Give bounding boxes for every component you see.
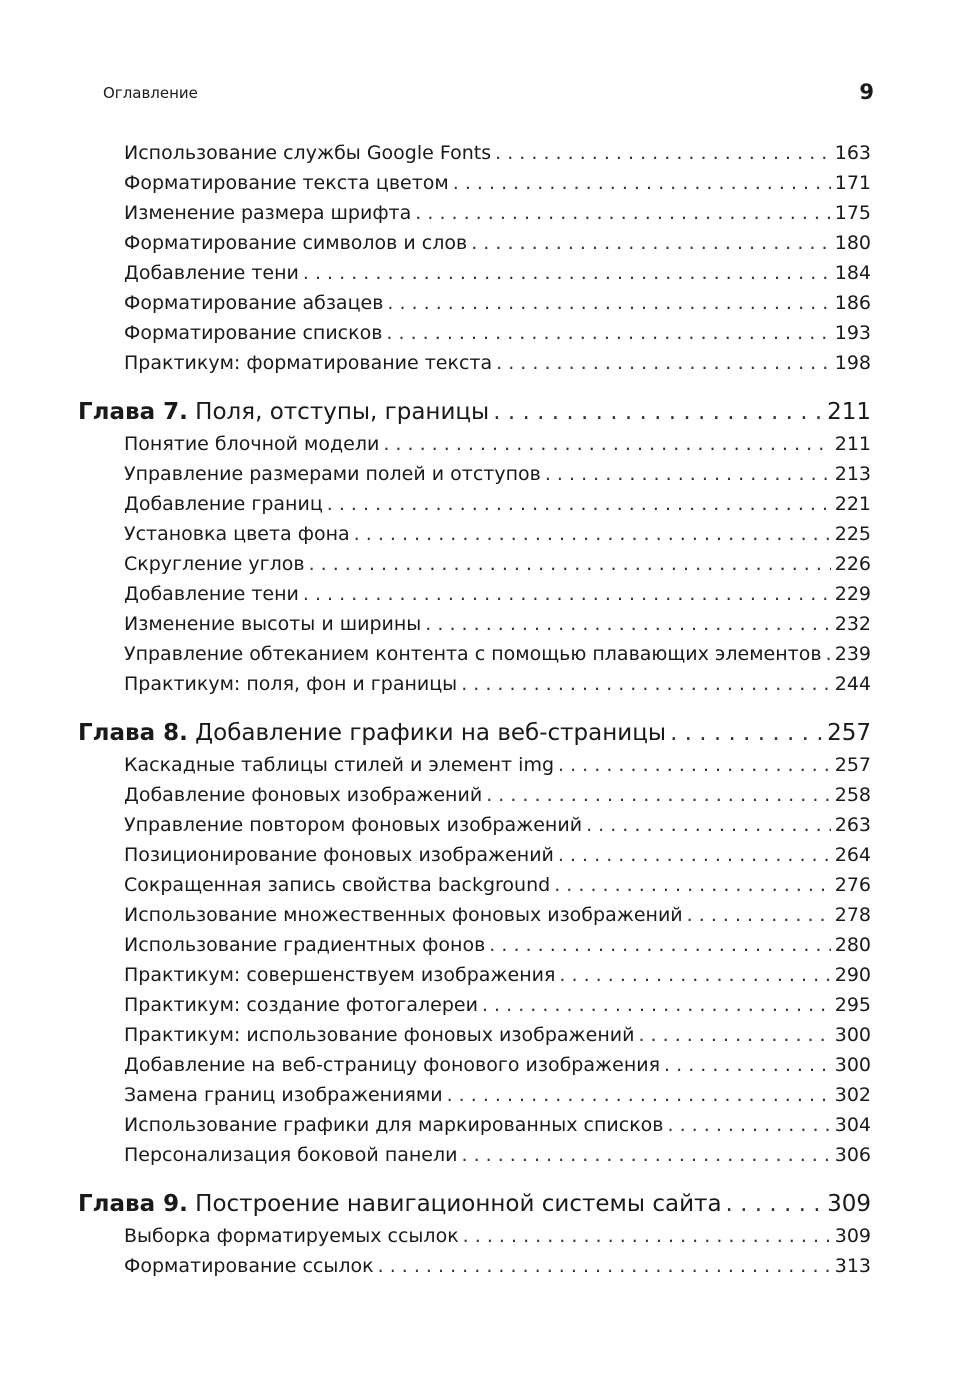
dot-leader <box>687 904 831 926</box>
section-entry <box>124 643 871 665</box>
running-header-title: Оглавление <box>103 84 198 102</box>
dot-leader <box>447 1084 831 1106</box>
dot-leader <box>453 172 831 194</box>
section-entry <box>124 1054 871 1076</box>
page-ref: 302 <box>834 1084 871 1106</box>
dot-leader <box>386 322 830 344</box>
section-entry <box>124 172 871 194</box>
dot-leader <box>471 232 831 254</box>
chapter-title-text: Построение навигационной системы сайта <box>195 1191 722 1217</box>
section-entry <box>124 463 871 485</box>
section-entry <box>124 142 871 164</box>
page-ref: 258 <box>834 784 871 806</box>
section-entry <box>124 964 871 986</box>
section-entry <box>124 352 871 374</box>
dot-leader <box>327 493 831 515</box>
dot-leader <box>670 720 823 746</box>
dot-leader <box>558 754 831 776</box>
dot-leader <box>425 613 830 635</box>
page-ref: 304 <box>834 1114 871 1136</box>
page-ref: 211 <box>834 433 871 455</box>
dot-leader <box>482 994 831 1016</box>
section-title: Практикум: совершенствуем изображения <box>124 964 556 986</box>
section-title: Добавление тени <box>124 262 299 284</box>
section-title: Изменение размера шрифта <box>124 202 412 224</box>
chapter-title <box>78 399 489 425</box>
section-title: Форматирование абзацев <box>124 292 384 314</box>
section-entry <box>124 994 871 1016</box>
section-entry <box>124 202 871 224</box>
chapter-title <box>78 720 666 746</box>
section-entry <box>124 673 871 695</box>
section-title: Позиционирование фоновых изображений <box>124 844 554 866</box>
chapter-entry <box>78 1191 871 1217</box>
section-title: Добавление тени <box>124 583 299 605</box>
page-ref: 278 <box>834 904 871 926</box>
section-title: Форматирование списков <box>124 322 383 344</box>
page-ref: 264 <box>834 844 871 866</box>
section-title: Замена границ изображениями <box>124 1084 443 1106</box>
dot-leader <box>559 964 830 986</box>
chapter-label: Глава 9. <box>78 1191 188 1217</box>
page-ref: 280 <box>834 934 871 956</box>
dot-leader <box>309 553 831 575</box>
section-title: Добавление на веб-страницу фонового изображения <box>124 1054 661 1076</box>
section-entry <box>124 1114 871 1136</box>
dot-leader <box>495 142 831 164</box>
section-title: Практикум: создание фотогалереи <box>124 994 478 1016</box>
page-ref: 198 <box>834 352 871 374</box>
page-ref: 180 <box>834 232 871 254</box>
dot-leader <box>826 643 831 665</box>
section-title: Использование градиентных фонов <box>124 934 486 956</box>
page-ref: 244 <box>834 673 871 695</box>
page-ref: 171 <box>834 172 871 194</box>
section-title: Персонализация боковой панели <box>124 1144 458 1166</box>
section-entry <box>124 1084 871 1106</box>
section-title: Изменение высоты и ширины <box>124 613 422 635</box>
dot-leader <box>461 1144 830 1166</box>
page-ref: 257 <box>827 720 871 746</box>
dot-leader <box>463 1225 831 1247</box>
page-ref: 211 <box>827 399 871 425</box>
section-title: Форматирование символов и слов <box>124 232 468 254</box>
page-ref: 257 <box>834 754 871 776</box>
page-ref: 193 <box>834 322 871 344</box>
dot-leader <box>545 463 831 485</box>
page-ref: 309 <box>834 1225 871 1247</box>
section-title: Практикум: поля, фон и границы <box>124 673 458 695</box>
dot-leader <box>554 874 831 896</box>
section-entry <box>124 433 871 455</box>
page-ref: 186 <box>834 292 871 314</box>
section-title: Управление повтором фоновых изображений <box>124 814 583 836</box>
page-ref: 306 <box>834 1144 871 1166</box>
section-title: Форматирование ссылок <box>124 1255 374 1277</box>
page-ref: 239 <box>834 643 871 665</box>
section-entry <box>124 1024 871 1046</box>
section-entry <box>124 493 871 515</box>
chapter-label: Глава 8. <box>78 720 188 746</box>
dot-leader <box>486 784 831 806</box>
page-ref: 313 <box>834 1255 871 1277</box>
page-ref: 263 <box>834 814 871 836</box>
page-ref: 309 <box>827 1191 871 1217</box>
dot-leader <box>378 1255 831 1277</box>
dot-leader <box>415 202 830 224</box>
page-ref: 300 <box>834 1054 871 1076</box>
dot-leader <box>461 673 831 695</box>
page-ref: 221 <box>834 493 871 515</box>
section-title: Понятие блочной модели <box>124 433 380 455</box>
section-entry <box>124 1225 871 1247</box>
section-title: Сокращенная запись свойства background <box>124 874 551 896</box>
section-entry <box>124 904 871 926</box>
page-number: 9 <box>859 80 874 104</box>
dot-leader <box>558 844 831 866</box>
page-ref: 300 <box>834 1024 871 1046</box>
section-entry <box>124 232 871 254</box>
dot-leader <box>489 934 830 956</box>
page-ref: 225 <box>834 523 871 545</box>
section-entry <box>124 583 871 605</box>
section-title: Форматирование текста цветом <box>124 172 449 194</box>
dot-leader <box>383 433 830 455</box>
section-entry <box>124 784 871 806</box>
section-title: Добавление границ <box>124 493 323 515</box>
page-ref: 226 <box>834 553 871 575</box>
section-title: Управление размерами полей и отступов <box>124 463 541 485</box>
page-ref: 290 <box>834 964 871 986</box>
dot-leader <box>493 399 823 425</box>
page-ref: 229 <box>834 583 871 605</box>
section-title: Каскадные таблицы стилей и элемент img <box>124 754 555 776</box>
page-ref: 184 <box>834 262 871 284</box>
dot-leader <box>354 523 831 545</box>
section-entry <box>124 1144 871 1166</box>
page-ref: 276 <box>834 874 871 896</box>
chapter-entry <box>78 720 871 746</box>
page-ref: 163 <box>834 142 871 164</box>
section-entry <box>124 874 871 896</box>
chapter-label: Глава 7. <box>78 399 188 425</box>
chapter-title-text: Добавление графики на веб-страницы <box>195 720 667 746</box>
section-entry <box>124 934 871 956</box>
section-title: Управление обтеканием контента с помощью плавающих элементов <box>124 643 822 665</box>
page-ref: 295 <box>834 994 871 1016</box>
section-title: Использование службы Google Fonts <box>124 142 492 164</box>
section-title: Добавление фоновых изображений <box>124 784 483 806</box>
page-ref: 175 <box>834 202 871 224</box>
section-entry <box>124 523 871 545</box>
section-entry <box>124 844 871 866</box>
chapter-title <box>78 1191 722 1217</box>
chapter-title-text: Поля, отступы, границы <box>195 399 490 425</box>
dot-leader <box>496 352 831 374</box>
page-ref: 232 <box>834 613 871 635</box>
dot-leader <box>586 814 831 836</box>
section-title: Использование графики для маркированных списков <box>124 1114 664 1136</box>
section-entry <box>124 754 871 776</box>
section-entry <box>124 1255 871 1277</box>
dot-leader <box>664 1054 831 1076</box>
chapter-entry <box>78 399 871 425</box>
dot-leader <box>303 262 831 284</box>
dot-leader <box>387 292 830 314</box>
section-title: Использование множественных фоновых изображений <box>124 904 683 926</box>
page-ref: 213 <box>834 463 871 485</box>
section-entry <box>124 553 871 575</box>
section-entry <box>124 262 871 284</box>
section-title: Скругление углов <box>124 553 305 575</box>
section-title: Установка цвета фона <box>124 523 350 545</box>
dot-leader <box>726 1191 824 1217</box>
section-entry <box>124 292 871 314</box>
section-entry <box>124 322 871 344</box>
section-title: Практикум: использование фоновых изображений <box>124 1024 635 1046</box>
section-title: Выборка форматируемых ссылок <box>124 1225 459 1247</box>
section-entry <box>124 613 871 635</box>
section-title: Практикум: форматирование текста <box>124 352 493 374</box>
dot-leader <box>638 1024 830 1046</box>
dot-leader <box>303 583 831 605</box>
section-entry <box>124 814 871 836</box>
dot-leader <box>668 1114 831 1136</box>
